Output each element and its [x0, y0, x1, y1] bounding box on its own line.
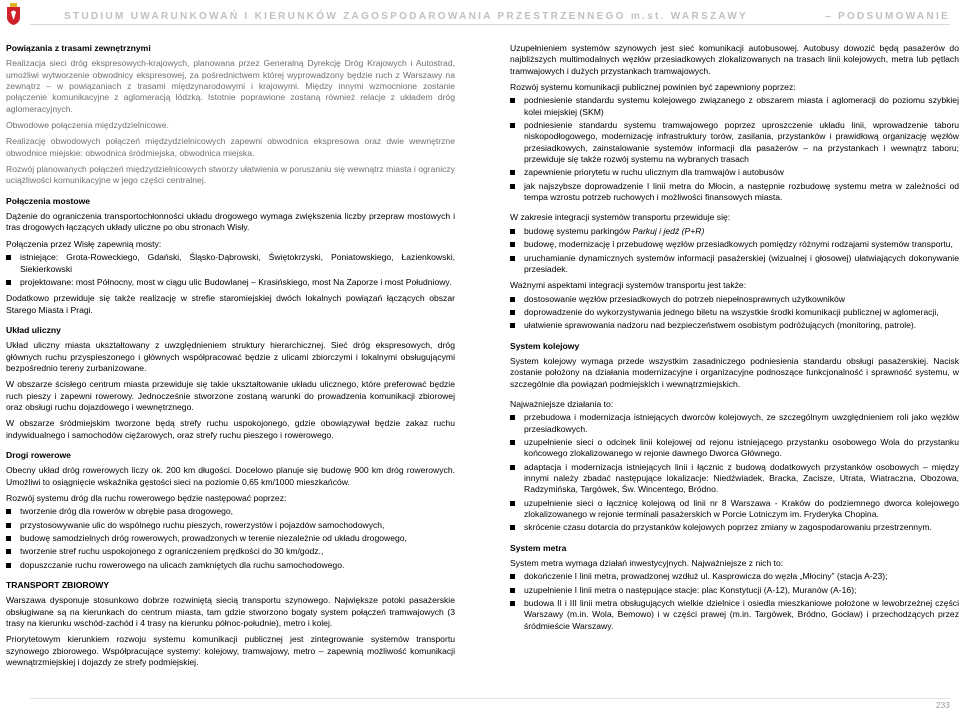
list-item: adaptacja i modernizacja istniejących linii i łącznic z budową dodatkowych przystanków osobowych – między innymi należy zbadać następujące lokalizacje: Niedźwiadek, Bracka, Zacisze, Utrata, Wiatraczna, Obozowa, Radzymińska, Targówek, Św. Wincentego, Bródno. [510, 462, 959, 496]
paragraph: Warszawa dysponuje stosunkowo dobrze rozwiniętą siecią transportu szynowego. Największe potoki pasażerskie obsługiwane są na kierunkach do centrum miasta, tam gdzie stworzono bogaty system połączeń tramwajowych (3 trasy na kierunku wschód-zachód i 4 trasy na kierunku północ-południe), metro i kolej. [6, 595, 455, 629]
paragraph: Rozwój systemu dróg dla ruchu rowerowego będzie następować poprzez: [6, 493, 287, 503]
paragraph: Połączenia przez Wisłę zapewnią mosty: [6, 238, 162, 249]
list-item: budowę, modernizację i przebudowę węzłów przesiadkowych pomiędzy różnymi rodzajami systemów transportu, [510, 239, 959, 250]
section-title: – PODSUMOWANIE [825, 11, 950, 22]
heading-bridges: Połączenia mostowe [6, 195, 91, 206]
list-item: tworzenie stref ruchu uspokojonego z ograniczeniem prędkości do 30 km/godz., [6, 546, 455, 557]
left-column [6, 43, 455, 673]
heading-street-network: Układ uliczny [6, 324, 61, 335]
list-item: przystosowywanie ulic do wspólnego ruchu pieszych, rowerzystów i pojazdów samochodowych, [6, 520, 455, 531]
heading-public-transport: TRANSPORT ZBIOROWY [6, 580, 110, 591]
bike-list [6, 506, 455, 571]
heading-external-links: Powiązania z trasami zewnętrznymi [6, 43, 151, 53]
page-header [0, 0, 960, 32]
paragraph: Układ uliczny miasta ukształtowany z uwzględnieniem struktury hierarchicznej. Sieć dróg ekspresowych, dróg głównych ruchu przyspieszonego i głównych współpracować będzie z ulicami zbiorczymi i lokalnymi obsługującymi bezpośrednio tereny zurbanizowane. [6, 340, 455, 373]
list-item: dostosowanie węzłów przesiadkowych do potrzeb niepełnosprawnych użytkowników [510, 294, 959, 305]
paragraph: Ważnymi aspektami integracji systemów transportu jest także: [510, 280, 747, 291]
list-item: skrócenie czasu dotarcia do przystanków kolejowych poprzez zmiany w zagospodarowaniu przestrzennym. [510, 522, 959, 533]
paragraph: Dążenie do ograniczenia transportochłonności układu drogowego wymaga zwiększenia liczby przepraw mostowych i tras drogowych łączących układy uliczne po obu stronach Wisły. [6, 211, 455, 233]
right-column [510, 43, 959, 637]
list-item: podniesienie standardu systemu tramwajowego poprzez uproszczenie układu linii, wprowadzenie taboru niskopodłogowego, modernizację infrastruktury torów, zasilania, przystanków i prawidłową organizację węzłów przesiadkowych, zainstalowanie systemów informacji dla pasażerów – na przystankach i wewnątrz taboru; przewiduje się także rozwój systemu na wybranych trasach [510, 120, 959, 165]
aspects-list [510, 294, 959, 332]
list-item: doprowadzenie do wykorzystywania jednego biletu na wszystkie środki komunikacji publicznej w aglomeracji, [510, 307, 959, 318]
paragraph: Realizację obwodowych połączeń międzydzielnicowych zapewni obwodnica ekspresowa oraz dwie wewnętrzne obwodnice miejskie: obwodnica śródmiejska, obwodnica miejska. [6, 136, 455, 158]
list-item: istniejące: Grota-Roweckiego, Gdański, Śląsko-Dąbrowski, Świętokrzyski, Poniatowskiego, Łazienkowski, Siekierkowski [6, 252, 455, 275]
heading-rail-system: System kolejowy [510, 340, 580, 351]
warsaw-coat-of-arms-icon [6, 3, 21, 25]
list-item: uzupełnienie I linii metra o następujące stacje: plac Konstytucji (A-12), Muranów (A-16); [510, 585, 959, 596]
metro-list [510, 571, 959, 632]
list-item: budowa II i III linii metra obsługujących wielkie dzielnice i osiedla mieszkaniowe położone w lewobrzeżnej części Warszawy (m.in. Wola, Bemowo) i w części prawej (m.in. Targówek, Bródno, Gocław) i przechodzących przez śródmieście Warszawy. [510, 598, 959, 632]
paragraph: W obszarze ścisłego centrum miasta przewiduje się takie ukształtowanie układu ulicznego, które preferować będzie ruch pieszy i zapewni rowerowy. Jednocześnie stworzone zostaną warunki do prowadzenia komunikacji zbiorowej oraz obsługi ruchu dojazdowego i wewnętrznego. [6, 379, 455, 412]
paragraph: Najważniejsze działania to: [510, 398, 614, 409]
document-title: STUDIUM UWARUNKOWAŃ I KIERUNKÓW ZAGOSPODAROWANIA PRZESTRZENNEGO m.st. WARSZAWY [64, 11, 749, 22]
list-item: projektowane: most Północny, most w ciągu ulic Budowlanej – Krasińskiego, most Na Zaporze i most Południowy. [6, 277, 455, 288]
list-item: budowę samodzielnych dróg rowerowych, prowadzonych w terenie niezależnie od układu drogowego, [6, 533, 455, 544]
paragraph: W zakresie integracji systemów transportu przewiduje się: [510, 212, 731, 223]
list-item: uruchamianie dynamicznych systemów informacji pasażerskiej (wizualnej i głosowej) ułatwiających dokonywanie przesiadek. [510, 253, 959, 276]
paragraph: Obwodowe połączenia międzydzielnicowe. [6, 120, 169, 131]
paragraph: Rozwój systemu komunikacji publicznej powinien być zapewniony poprzez: [510, 82, 796, 93]
header-divider [30, 24, 950, 25]
rail-list [510, 412, 959, 533]
list-item: dopuszczanie ruchu rowerowego na ulicach zamkniętych dla ruchu samochodowego. [6, 560, 455, 571]
paragraph: Realizacja sieci dróg ekspresowych-krajowych, planowana przez Generalną Dyrekcję Dróg Krajowych i Autostrad, umożliwi wytworzenie obwodnicy ekspresowej, za pośrednictwem której wyprowadzony będzie ruch z Warszawy na zewnątrz – w powiązaniach z trasami międzynarodowymi i krajowymi. Między innymi wzmocnione zostanie połączenie komunikacyjne z aglomeracją łódzką. Istotnie poprawione zostaną również relacje z układem dróg aglomeracyjnych. [6, 58, 455, 114]
list-item: tworzenie dróg dla rowerów w obrębie pasa drogowego, [6, 506, 455, 517]
footer-divider [30, 698, 950, 699]
heading-bike-paths: Drogi rowerowe [6, 449, 71, 460]
paragraph: Uzupełnieniem systemów szynowych jest sieć komunikacji autobusowej. Autobusy dowozić będą pasażerów do najbliższych multimodalnych węzłów przesiadkowych zlokalizowanych na trasach linii kolejowych, metra lub pętlach tramwajowych i dużych przystankach tramwajowych. [510, 43, 959, 76]
list-item: przebudowa i modernizacja istniejących dworców kolejowych, ze szczególnym uwzględnieniem roli jako węzłów przesiadkowych. [510, 412, 959, 435]
page-number: 233 [935, 699, 950, 710]
bridges-list [6, 252, 455, 288]
heading-metro-system: System metra [510, 542, 567, 553]
park-and-ride-term: Parkuj i jedź (P+R) [632, 225, 705, 236]
paragraph: Priorytetowym kierunkiem rozwoju systemu komunikacji publicznej jest zintegrowanie systemów transportu szynowego zbiorowego. Współpracujące systemy: kolejowy, tramwajowy, metro – zapewnią możliwość komunikacji wewnątrzmiejskiej i dojazdy ze strefy podmiejskiej. [6, 634, 455, 668]
paragraph: W obszarze śródmiejskim tworzone będą strefy ruchu uspokojonego, gdzie obowiązywał będzie zakaz ruchu indywidualnego i samochodów ciężarowych, oraz strefy ruchu pieszego i rowerowego. [6, 418, 455, 440]
list-item-text: budowę systemu parkingów [524, 225, 633, 236]
integration-list [510, 226, 959, 275]
list-item [510, 226, 959, 237]
list-item: ułatwienie sprawowania nadzoru nad bezpieczeństwem osobistym podróżujących (monitoring, patrole). [510, 320, 959, 331]
list-item: podniesienie standardu systemu kolejowego związanego z obszarem miasta i aglomeracji do poziomu szybkiej kolei miejskiej (SKM) [510, 95, 959, 118]
paragraph: System kolejowy wymaga przede wszystkim zasadniczego podniesienia standardu obsługi pasażerskiej. Nacisk zostanie położony na działania modernizacyjne i organizacyjne podnoszące funkcjonalność i sprawność systemu, w szczególnie dla powiązań podmiejskich i wewnątrzmiejskich. [510, 355, 959, 389]
list-item: dokończenie I linii metra, prowadzonej wzdłuż ul. Kasprowicza do węzła „Młociny” (stacja A-23); [510, 571, 959, 582]
paragraph: Rozwój planowanych połączeń międzydzielnicowych stworzy ułatwienia w poruszaniu się wewnątrz miasta i ograniczy uciążliwości komunikacyjne w jego części centralnej. [6, 164, 455, 186]
list-item: uzupełnienie sieci o łącznicę kolejową od linii nr 8 Warszawa - Kraków do podziemnego dworca kolejowego zlokalizowanego w rejonie terminali pasażerskich w Porcie Lotniczym im. Fryderyka Chopina. [510, 498, 959, 521]
paragraph: Dodatkowo przewiduje się także realizację w strefie staromiejskiej dwóch lokalnych powiązań łączących obszar Starego Miasta i Pragi. [6, 293, 455, 315]
development-list [510, 95, 959, 203]
paragraph: System metra wymaga działań inwestycyjnych. Najważniejsze z nich to: [510, 558, 784, 569]
list-item: zapewnienie priorytetu w ruchu ulicznym dla tramwajów i autobusów [510, 167, 959, 178]
list-item: jak najszybsze doprowadzenie I linii metra do Młocin, a następnie rozbudowę systemu metra w zależności od tempa wzrostu potrzeb ruchowych i możliwości finansowych miasta. [510, 181, 959, 204]
list-item: uzupełnienie sieci o odcinek linii kolejowej od rejonu istniejącego przystanku osobowego Wola do przystanku końcowego zlokalizowanego w rejonie dawnego Dworca Głównego. [510, 437, 959, 460]
paragraph: Obecny układ dróg rowerowych liczy ok. 200 km długości. Docelowo planuje się budowę 900 km dróg rowerowych. Umożliwi to osiągnięcie wskaźnika gęstości sieci na poziomie 0,65 km/1000 mieszkańców. [6, 465, 455, 487]
